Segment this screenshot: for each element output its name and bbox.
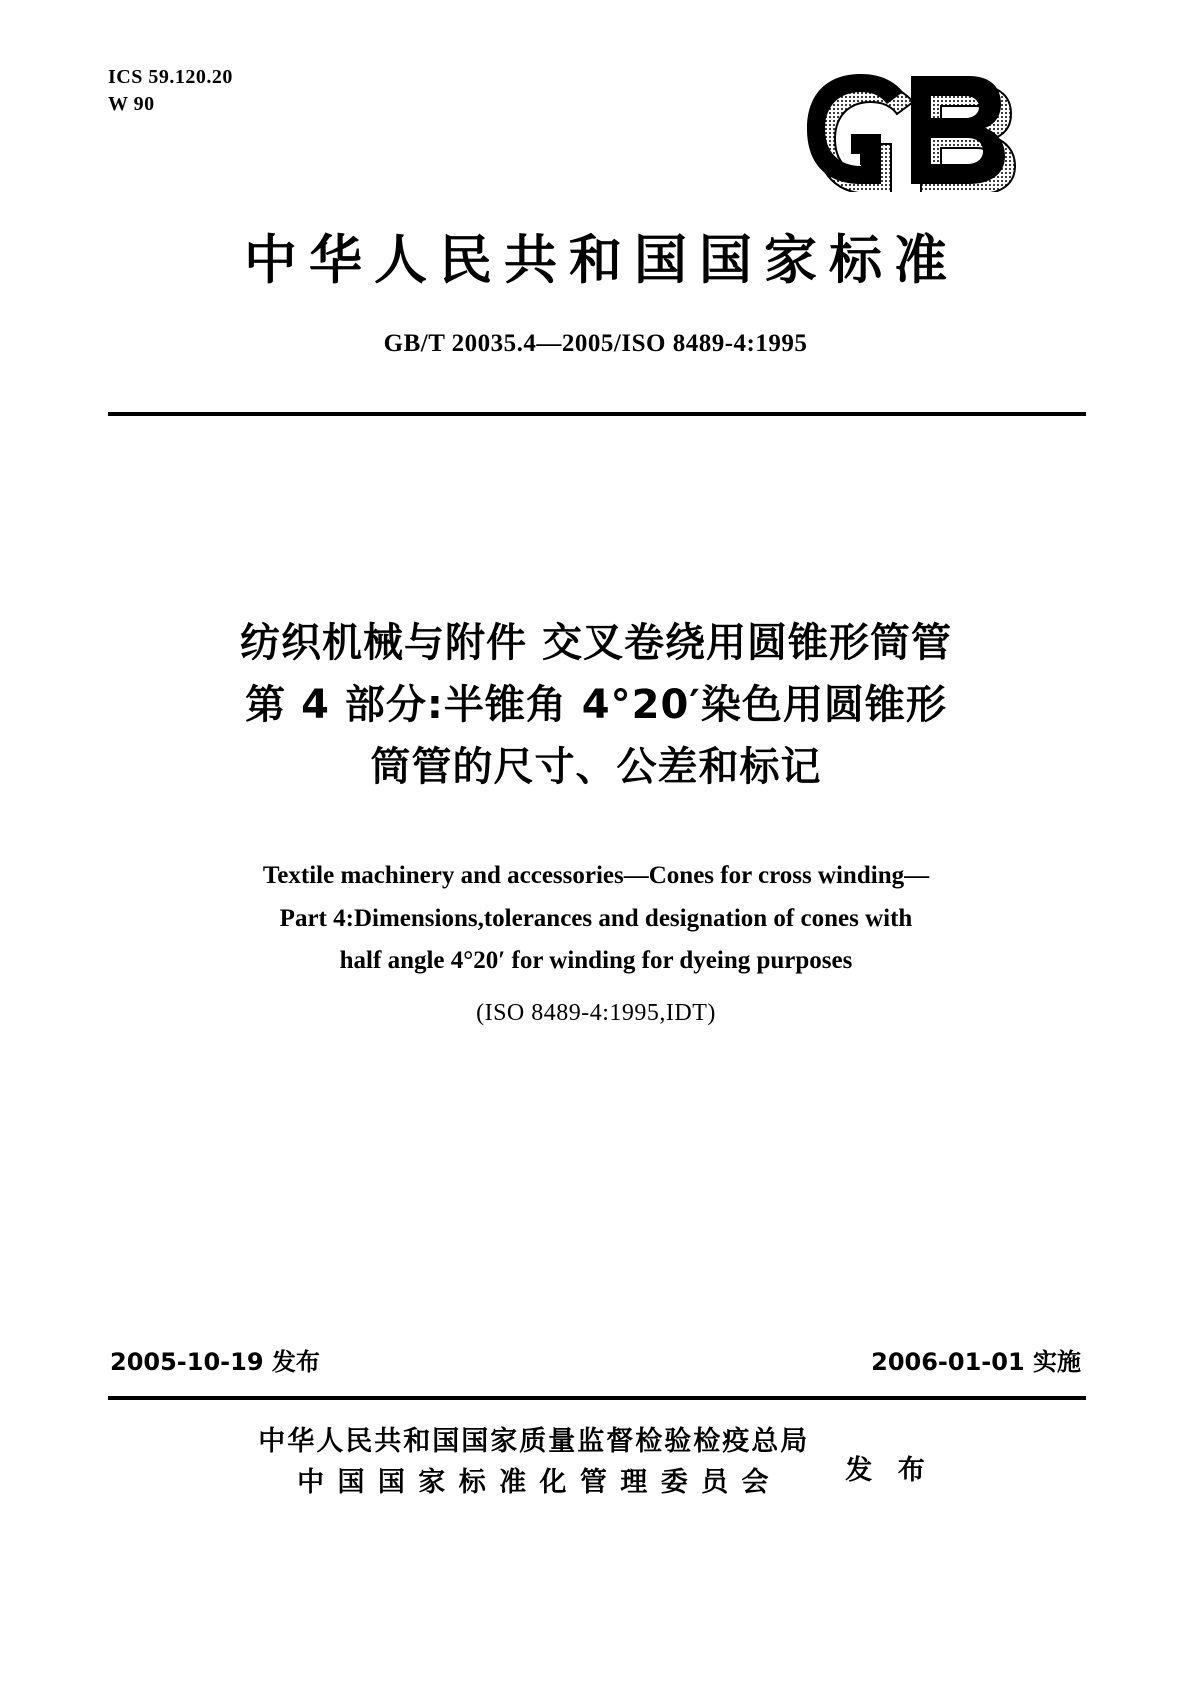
- publisher-line-2: 中 国 国 家 标 准 化 管 理 委 员 会: [297, 1466, 771, 1498]
- document-title-en-line-2: Part 4:Dimensions,tolerances and designation of cones with: [279, 904, 913, 932]
- document-title-en-line-3: half angle 4°20′ for winding for dyeing purposes: [339, 947, 853, 974]
- publisher-names: [258, 1422, 809, 1503]
- header-divider: [108, 412, 1086, 416]
- publisher-line-1: 中华人民共和国国家质量监督检验检疫总局: [258, 1426, 810, 1457]
- gb-emblem-icon: [799, 70, 1039, 192]
- document-title-cn-line-1: 纺织机械与附件 交叉卷绕用圆锥形筒管: [240, 620, 952, 666]
- document-title-cn-line-2: 第 4 部分:半锥角 4°20′染色用圆锥形: [245, 682, 947, 728]
- standard-number: GB/T 20035.4—2005/ISO 8489-4:1995: [383, 330, 808, 357]
- classification-codes: [108, 64, 233, 118]
- footer-divider: [108, 1396, 1086, 1400]
- publisher-block: [0, 1422, 1191, 1503]
- national-standard-heading: 中华人民共和国国家标准: [244, 230, 959, 291]
- ics-code: ICS 59.120.20: [108, 66, 233, 88]
- issue-date: 2005-10-19 发布: [110, 1348, 320, 1376]
- document-title-en: [96, 855, 1096, 983]
- document-title-cn: [96, 612, 1096, 798]
- china-standard-class-code: W 90: [108, 93, 155, 115]
- iso-equivalence-note: (ISO 8489-4:1995,IDT): [476, 1000, 716, 1026]
- document-title-en-line-1: Textile machinery and accessories—Cones for cross winding—: [262, 862, 930, 889]
- document-title-cn-line-3: 筒管的尺寸、公差和标记: [370, 744, 822, 790]
- effective-date: 2006-01-01 实施: [871, 1348, 1081, 1376]
- publisher-action-label: 发 布: [845, 1455, 933, 1486]
